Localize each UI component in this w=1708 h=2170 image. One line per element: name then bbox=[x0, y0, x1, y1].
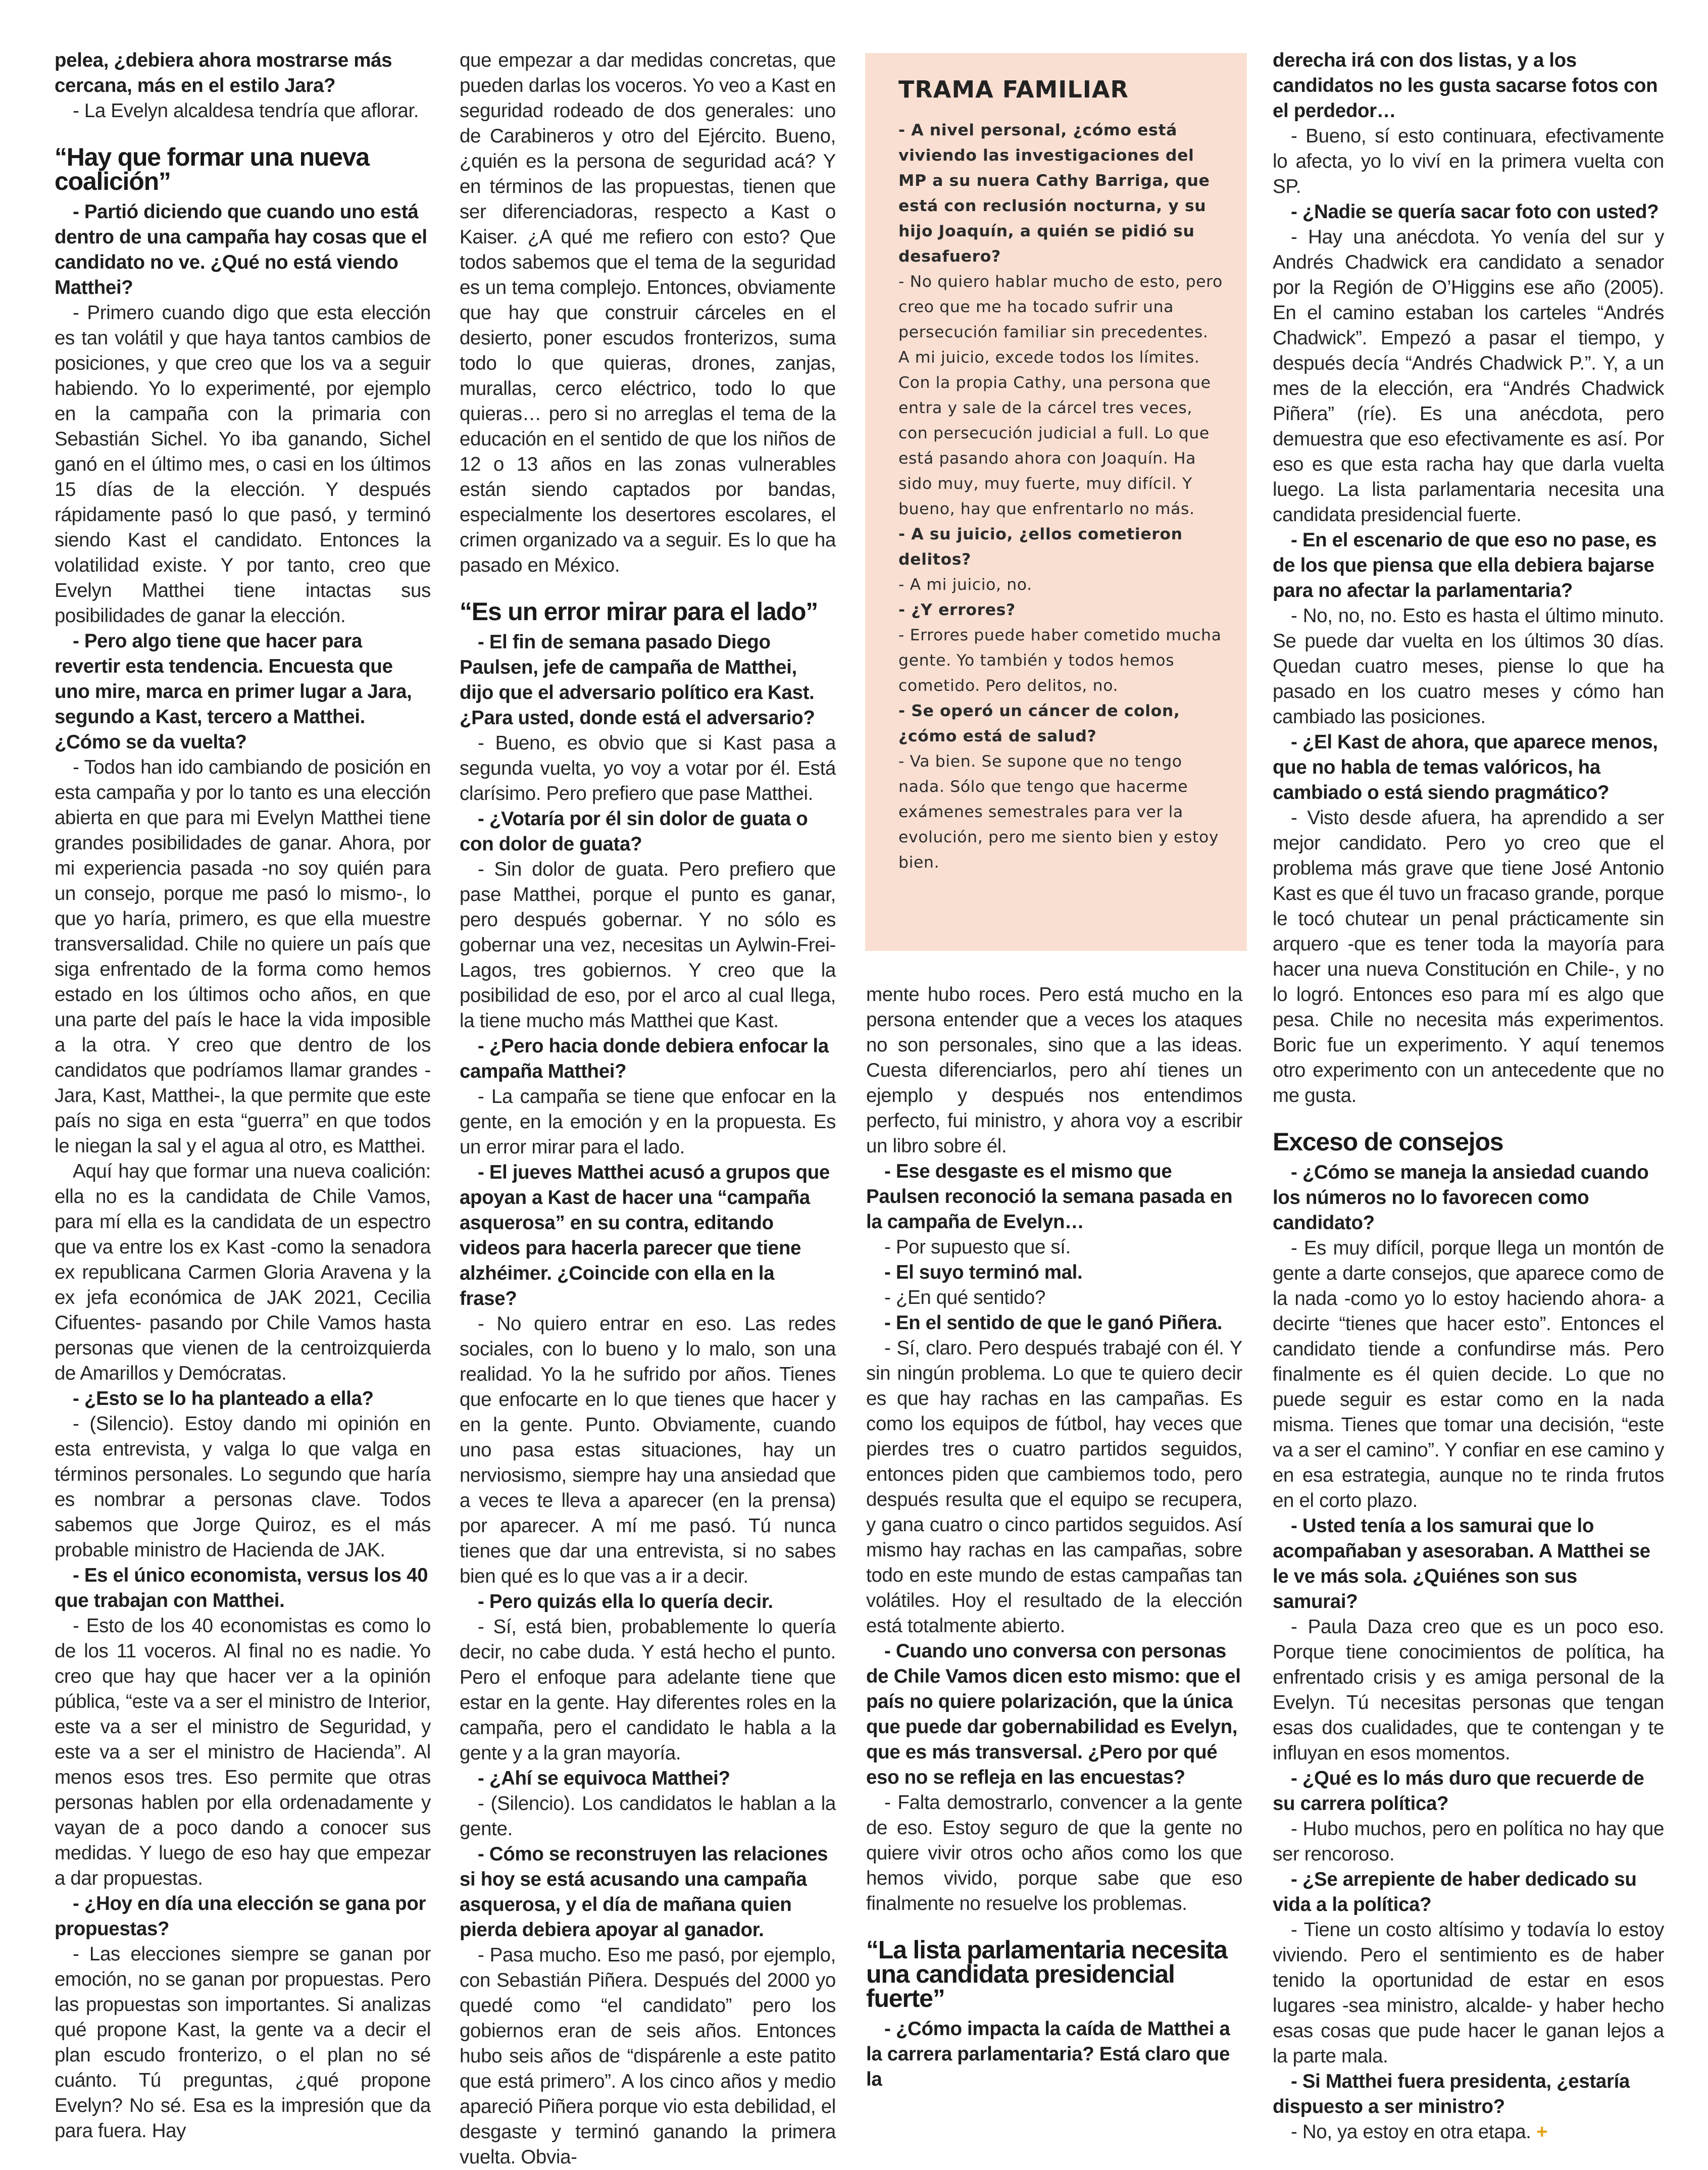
question: - El jueves Matthei acusó a grupos que apoyan a Kast de hacer una “campaña asquerosa” en su contra, editando videos para hacerla parecer que tiene alzhéimer. ¿Coincide con ella en la frase? bbox=[460, 1162, 830, 1309]
question: - Ese desgaste es el mismo que Paulsen reconoció la semana pasada en la campaña de Evelyn… bbox=[866, 1160, 1233, 1233]
answer: - Falta demostrarlo, convencer a la gente de eso. Estoy seguro de que la gente no quiere vivir otros ocho años como los que hemos vivido, porque sabe que eso finalmente no resuelve los problemas. bbox=[866, 1792, 1242, 1914]
answer: - Paula Daza creo que es un poco eso. Porque tiene conocimientos de política, ha enfrentado crisis y es amiga personal de la Evelyn. Tú necesitas personas que tengan esas dos cualidades, que te contengan y te influyan en esos momentos. bbox=[1273, 1616, 1664, 1764]
question: - Si Matthei fuera presidenta, ¿estaría dispuesto a ser ministro? bbox=[1273, 2071, 1630, 2117]
question: - Pero algo tiene que hacer para revertir esta tendencia. Encuesta que uno mire, marca en primer lugar a Jara, segundo a Kast, tercero a Matthei. ¿Cómo se da vuelta? bbox=[55, 630, 412, 753]
question: - El suyo terminó mal. bbox=[884, 1261, 1083, 1283]
question: - ¿Esto se lo ha planteado a ella? bbox=[73, 1388, 374, 1409]
answer: - Sí, está bien, probablemente lo quería decir, no cabe duda. Y está hecho el punto. Pero el enfoque para adelante tiene que estar en la gente. Hay diferentes roles en la campaña, pero el candidato le habla a la gente y a la gran mayoría. bbox=[460, 1616, 836, 1764]
answer: - A mi juicio, no. bbox=[898, 576, 1032, 594]
answer: - ¿En qué sentido? bbox=[884, 1287, 1046, 1308]
question: - ¿Se arrepiente de haber dedicado su vida a la política? bbox=[1273, 1869, 1637, 1915]
answer: - Errores puede haber cometido mucha gente. Yo también y todos hemos cometido. Pero delitos, no. bbox=[898, 626, 1222, 695]
answer: - La campaña se tiene que enfocar en la gente, en la emoción y en la propuesta. Es un error mirar para el lado. bbox=[460, 1086, 836, 1158]
answer: - No quiero entrar en eso. Las redes sociales, con lo bueno y lo malo, son una realidad. Yo la he sufrido por años. Tienes que enfocarte en lo que tienes que hacer y en la gente. Punto. Obviamente, cuando uno pasa estas situaciones, hay un nerviosismo, siempre hay una ansiedad que a veces te lleva a aparecer (en la prensa) por aparecer. A mí me pasó. Tú nunca tienes que dar una entrevista, si no sabes bien qué es lo que vas a ir a decir. bbox=[460, 1313, 836, 1587]
question: - ¿Votaría por él sin dolor de guata o con dolor de guata? bbox=[460, 808, 808, 855]
answer: - Esto de los 40 economistas es como lo de los 11 voceros. Al final no es nadie. Yo creo que hay que hacer ver a la opinión pública, “este va a ser el ministro de Interior, este va a ser el ministro de Seguridad, y este va a ser el ministro de Hacienda”. Al menos esos tres. Eso permite que otras personas hablen por ella ordenadamente y vayan de a poco dando a conocer sus medidas. Y luego de eso hay que empezar a dar propuestas. bbox=[55, 1615, 431, 1889]
sidebar-title: TRAMA FAMILIAR bbox=[898, 76, 1129, 103]
sidebar-box-trama-familiar bbox=[865, 53, 1247, 951]
question: - Es el único economista, versus los 40 que trabajan con Matthei. bbox=[55, 1565, 428, 1611]
answer: - Visto desde afuera, ha aprendido a ser mejor candidato. Pero yo creo que el problema más grave que tiene José Antonio Kast es que él tuvo un fracaso grande, porque le tocó chutear un penal prácticamente sin arquero -que es tener toda la mayoría para hacer una nueva Constitución en Chile-, y no lo logró. Entonces eso para mí es algo que pesa. Chile no necesita más experimentos. Boric fue un experimento. Y aquí tenemos otro experimento con un antecedente que no me gusta. bbox=[1273, 807, 1664, 1106]
answer: - No quiero hablar mucho de esto, pero creo que me ha tocado sufrir una persecución familiar sin precedentes. A mi juicio, excede todos los límites. Con la propia Cathy, una persona que entra y sale de la cárcel tres veces, con persecución judicial a full. Lo que está pasando ahora con Joaquín. Ha sido muy, muy fuerte, muy difícil. Y bueno, hay que enfrentarlo no más. bbox=[898, 273, 1223, 518]
question: - ¿Hoy en día una elección se gana por propuestas? bbox=[55, 1893, 426, 1940]
answer: - (Silencio). Estoy dando mi opinión en esta entrevista, y valga lo que valga en términos personales. Lo segundo que haría es nombrar a personas clave. Todos sabemos que Jorge Quiroz, es el más probable ministro de Hacienda de JAK. bbox=[55, 1413, 431, 1561]
question: - ¿El Kast de ahora, que aparece menos, que no habla de temas valóricos, ha cambiado o está siendo pragmático? bbox=[1273, 731, 1658, 803]
answer: - No, no, no. Esto es hasta el último minuto. Se puede dar vuelta en los últimos 30 días. Quedan cuatro meses, piense lo que ha pasado en los cuatro meses y cómo han cambiado las posiciones. bbox=[1273, 605, 1664, 728]
answer: que empezar a dar medidas concretas, que pueden darlas los voceros. Yo veo a Kast en seguridad rodeado de dos generales: uno de Carabineros y otro del Ejército. Bueno, ¿quién es la persona de seguridad acá? Y en términos de las propuestas, tienen que ser diferenciadoras, respecto a Kast o Kaiser. ¿A qué me refiero con esto? Que todos sabemos que el tema de la seguridad es un tema complejo. Entonces, obviamente que hay que construir cárceles en el desierto, poner escudos fronterizos, suma todo lo que quieras, drones, zanjas, murallas, cerco eléctrico, todo lo que quieras… pero si no arreglas el tema de la educación en el sentido de que los niños de 12 o 13 años en las zonas vulnerables están siendo captados por bandas, especialmente los desertores escolares, el crimen organizado va a seguir. Es lo que ha pasado en México. bbox=[460, 49, 836, 576]
question: - ¿Pero hacia donde debiera enfocar la campaña Matthei? bbox=[460, 1035, 829, 1082]
section-heading: “Es un error mirar para el lado” bbox=[460, 597, 818, 626]
answer: - Pasa mucho. Eso me pasó, por ejemplo, con Sebastián Piñera. Después del 2000 yo quedé como “el candidato” pero los gobiernos eran de seis años. Entonces hubo seis años de “dispárenle a este patito que está primero”. A los cinco años y medio apareció Piñera porque vio esta debilidad, el desgaste y terminó ganando la primera vuelta. Obvia- bbox=[460, 1944, 836, 2168]
article-column-1 bbox=[55, 48, 431, 2142]
answer: - (Silencio). Los candidatos le hablan a la gente. bbox=[460, 1793, 836, 1840]
question: - ¿Y errores? bbox=[898, 601, 1016, 619]
answer: - Sí, claro. Pero después trabajé con él. Y sin ningún problema. Lo que te quiero decir es que hay rachas en las campañas. Es como los equipos de fútbol, hay veces que pierdes tres o cuatro partidos seguidos, entonces piden que cambiemos todo, pero después resulta que el equipo se recupera, y gana cuatro o cinco partidos seguidos. Así mismo hay rachas en las campañas, sobre todo en este mundo de estas campañas tan volátiles. Hoy el resultado de la elección está totalmente abierto. bbox=[866, 1337, 1242, 1637]
section-heading: Exceso de consejos bbox=[1273, 1128, 1503, 1156]
answer: - Bueno, es obvio que si Kast pasa a segunda vuelta, yo voy a votar por él. Está clarísimo. Pero prefiero que pase Matthei. bbox=[460, 732, 836, 804]
article-column-3 bbox=[866, 982, 1242, 2090]
answer: - Por supuesto que sí. bbox=[884, 1236, 1071, 1258]
question: - ¿Ahí se equivoca Matthei? bbox=[478, 1768, 730, 1789]
question: - En el escenario de que eso no pase, es de los que piensa que ella debiera bajarse para no afectar la parlamentaria? bbox=[1273, 529, 1657, 601]
answer: - Bueno, sí esto continuara, efectivamente lo afecta, yo lo viví en la primera vuelta con SP. bbox=[1273, 125, 1664, 197]
answer: - La Evelyn alcaldesa tendría que aflorar. bbox=[73, 100, 419, 122]
question: - En el sentido de que le ganó Piñera. bbox=[884, 1312, 1223, 1334]
answer: mente hubo roces. Pero está mucho en la persona entender que a veces los ataques no son personales, sino que a las ideas. Cuesta diferenciarlos, pero ahí tienes un ejemplo y después nos entendimos perfecto, fui ministro, y ahora voy a escribir un libro sobre él. bbox=[866, 984, 1242, 1157]
answer: - Todos han ido cambiando de posición en esta campaña y por lo tanto es una elección abierta en que para mi Evelyn Matthei tiene grandes posibilidades de ganar. Ahora, por mi experiencia pasada -no soy quién para un consejo, porque me pasó lo mismo-, lo que yo haría, primero, es que ella muestre transversalidad. Chile no quiere un país que siga enfrentado de la forma como hemos estado en los últimos ocho años, en que una parte del país le hace la vida imposible a la otra. Y creo que dentro de los candidatos que podríamos llamar grandes -Jara, Kast, Matthei-, la que permite que este país no siga en esta “guerra” en que todos le niegan la sal y el agua al otro, es Matthei. bbox=[55, 756, 431, 1157]
question: - A nivel personal, ¿cómo está viviendo las investigaciones del MP a su nuera Cathy Barriga, que está con reclusión nocturna, y su hijo Joaquín, a quién se pidió su desafuero? bbox=[898, 121, 1210, 266]
answer: - Sin dolor de guata. Pero prefiero que pase Matthei, porque el punto es ganar, pero después gobernar. Y no sólo es gobernar una vez, necesitas un Aylwin-Frei-Lagos, tres gobiernos. Y creo que la posibilidad de eso, por el arco al cual llega, la tiene mucho más Matthei que Kast. bbox=[460, 859, 836, 1032]
question: pelea, ¿debiera ahora mostrarse más cercana, más en el estilo Jara? bbox=[55, 49, 392, 96]
answer bbox=[1273, 2119, 1664, 2145]
answer: - Hubo muchos, pero en política no hay que ser rencoroso. bbox=[1273, 1818, 1664, 1865]
question: - Pero quizás ella lo quería decir. bbox=[478, 1591, 773, 1612]
answer: - Hay una anécdota. Yo venía del sur y Andrés Chadwick era candidato a senador por la Región de O’Higgins ese año (2005). En el camino estaban los carteles “Andrés Chadwick”. Empezó a pasar el tiempo, y después decía “Andrés Chadwick P.”. Y, a un mes de la elección, era “Andrés Chadwick Piñera” (ríe). Es una anécdota, pero demuestra que eso efectivamente es así. Por eso es que esta racha hay que darla vuelta luego. La lista parlamentaria necesita una candidata presidencial fuerte. bbox=[1273, 226, 1664, 526]
question: - El fin de semana pasado Diego Paulsen, jefe de campaña de Matthei, dijo que el adversario político era Kast. ¿Para usted, donde está el adversario? bbox=[460, 631, 815, 729]
question: - ¿Qué es lo más duro que recuerde de su carrera política? bbox=[1273, 1768, 1644, 1814]
answer: - Primero cuando digo que esta elección es tan volátil y que haya tantos cambios de posiciones, y que creo que los va a seguir habiendo. Yo lo experimenté, por ejemplo en la campaña con la primaria con Sebastián Sichel. Yo iba ganando, Sichel ganó en el último mes, o casi en los últimos 15 días de la elección. Y después rápidamente pasó lo que pasó, y terminó siendo Kast el candidato. Entonces la volatilidad existe. Y por tanto, creo que Evelyn Matthei tiene intactas sus posibilidades de ganar la elección. bbox=[55, 302, 431, 627]
question: - A su juicio, ¿ellos cometieron delitos? bbox=[898, 525, 1183, 569]
question: derecha irá con dos listas, y a los candidatos no les gusta sacarse fotos con el perdedor… bbox=[1273, 49, 1658, 122]
question: - Usted tenía a los samurai que lo acompañaban y asesoraban. A Matthei se le ve más sola. ¿Quiénes son sus samurai? bbox=[1273, 1515, 1650, 1612]
section-heading: “Hay que formar una nueva coalición” bbox=[55, 143, 369, 195]
answer: - Tiene un costo altísimo y todavía lo estoy viviendo. Pero el sentimiento es de haber tenido la oportunidad de estar en esos lugares -sea ministro, alcalde- y haber hecho esas cosas que pude hacer le ganan lejos a la parte mala. bbox=[1273, 1919, 1664, 2067]
question: - ¿Nadie se quería sacar foto con usted? bbox=[1291, 201, 1659, 223]
article-column-4 bbox=[1273, 48, 1664, 2143]
answer: Aquí hay que formar una nueva coalición: ella no es la candidata de Chile Vamos, para mí ella es la candidata de un espectro que va entre los ex Kast -como la senadora ex republicana Carmen Gloria Aravena y la ex jefa económica de JAK 2021, Cecilia Cifuentes- pasando por Chile Vamos hasta personas que vienen de la centroizquierda de Amarillos y Demócratas. bbox=[55, 1160, 431, 1384]
end-of-article-mark: + bbox=[1536, 2121, 1548, 2143]
question: - Partió diciendo que cuando uno está dentro de una campaña hay cosas que el candidato no ve. ¿Qué no está viendo Matthei? bbox=[55, 201, 427, 298]
question: - Se operó un cáncer de colon, ¿cómo está de salud? bbox=[898, 702, 1180, 745]
answer: - Las elecciones siempre se ganan por emoción, no se ganan por propuestas. Pero las propuestas son importantes. Si analizas qué propone Kast, la gente va a decir el plan escudo fronterizo, o el plan no sé cuánto. Tú preguntas, ¿qué propone Evelyn? No sé. Esa es la impresión que da para fuera. Hay bbox=[55, 1943, 431, 2142]
question: - Cómo se reconstruyen las relaciones si hoy se está acusando una campaña asquerosa, y el día de mañana quien pierda debiera apoyar al ganador. bbox=[460, 1843, 828, 1941]
answer: - Es muy difícil, porque llega un montón de gente a darte consejos, que aparece como de la nada -como yo lo estoy haciendo ahora- a decirte “tienes que hacer esto”. Entonces el candidato tiende a confundirse más. Pero finalmente es él quien decide. Lo que no puede seguir es estar como en la nada misma. Tienes que tomar una decisión, “este va a ser el camino”. Y confiar en ese camino y en esa estrategia, aunque no te rinda frutos en el corto plazo. bbox=[1273, 1237, 1664, 1511]
question: - ¿Cómo impacta la caída de Matthei a la carrera parlamentaria? Está claro que la bbox=[866, 2018, 1230, 2090]
section-heading: “La lista parlamentaria necesita una candidata presidencial fuerte” bbox=[866, 1936, 1227, 2012]
question: - Cuando uno conversa con personas de Chile Vamos dicen esto mismo: que el país no quiere polarización, que la única que puede dar gobernabilidad es Evelyn, que es más transversal. ¿Pero por qué eso no se refleja en las encuestas? bbox=[866, 1640, 1241, 1788]
final-answer: - No, ya estoy en otra etapa. bbox=[1291, 2121, 1531, 2143]
answer: - Va bien. Se supone que no tengo nada. Sólo que tengo que hacerme exámenes semestrales para ver la evolución, pero me siento bien y estoy bien. bbox=[898, 752, 1219, 872]
article-column-2 bbox=[460, 48, 836, 2168]
question: - ¿Cómo se maneja la ansiedad cuando los números no lo favorecen como candidato? bbox=[1273, 1162, 1649, 1234]
